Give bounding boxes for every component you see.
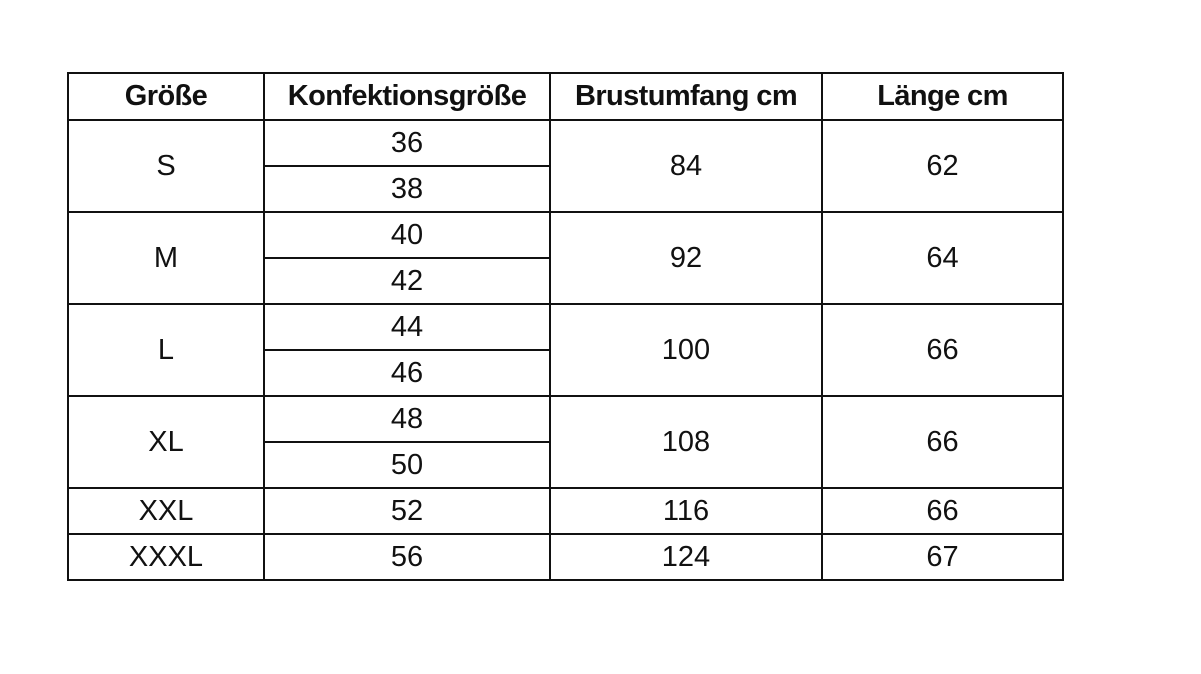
size-cell: XL: [68, 396, 264, 488]
size-chart-table: [67, 72, 1064, 581]
brust-cell: 100: [550, 304, 822, 396]
konfektion-cell: 36: [264, 120, 550, 166]
laenge-cell: 62: [822, 120, 1063, 212]
header-groesse: Größe: [68, 73, 264, 120]
laenge-cell: 64: [822, 212, 1063, 304]
header-laenge: Länge cm: [822, 73, 1063, 120]
table-row: [68, 120, 1063, 166]
size-cell: L: [68, 304, 264, 396]
header-brustumfang: Brustumfang cm: [550, 73, 822, 120]
laenge-cell: 66: [822, 488, 1063, 534]
size-cell: XXXL: [68, 534, 264, 580]
konfektion-cell: 44: [264, 304, 550, 350]
size-cell: XXL: [68, 488, 264, 534]
table-row: [68, 212, 1063, 258]
laenge-cell: 66: [822, 396, 1063, 488]
table-header: [68, 73, 1063, 120]
size-cell: M: [68, 212, 264, 304]
konfektion-cell: 48: [264, 396, 550, 442]
konfektion-cell: 40: [264, 212, 550, 258]
konfektion-cell: 52: [264, 488, 550, 534]
konfektion-cell: 42: [264, 258, 550, 304]
konfektion-cell: 38: [264, 166, 550, 212]
header-row: [68, 73, 1063, 120]
brust-cell: 84: [550, 120, 822, 212]
table-row: [68, 396, 1063, 442]
table-row: [68, 534, 1063, 580]
size-cell: S: [68, 120, 264, 212]
konfektion-cell: 46: [264, 350, 550, 396]
laenge-cell: 67: [822, 534, 1063, 580]
table-body: [68, 120, 1063, 580]
table-row: [68, 304, 1063, 350]
brust-cell: 124: [550, 534, 822, 580]
table-row: [68, 488, 1063, 534]
brust-cell: 116: [550, 488, 822, 534]
brust-cell: 108: [550, 396, 822, 488]
brust-cell: 92: [550, 212, 822, 304]
konfektion-cell: 56: [264, 534, 550, 580]
header-konfektionsgroesse: Konfektionsgröße: [264, 73, 550, 120]
laenge-cell: 66: [822, 304, 1063, 396]
konfektion-cell: 50: [264, 442, 550, 488]
